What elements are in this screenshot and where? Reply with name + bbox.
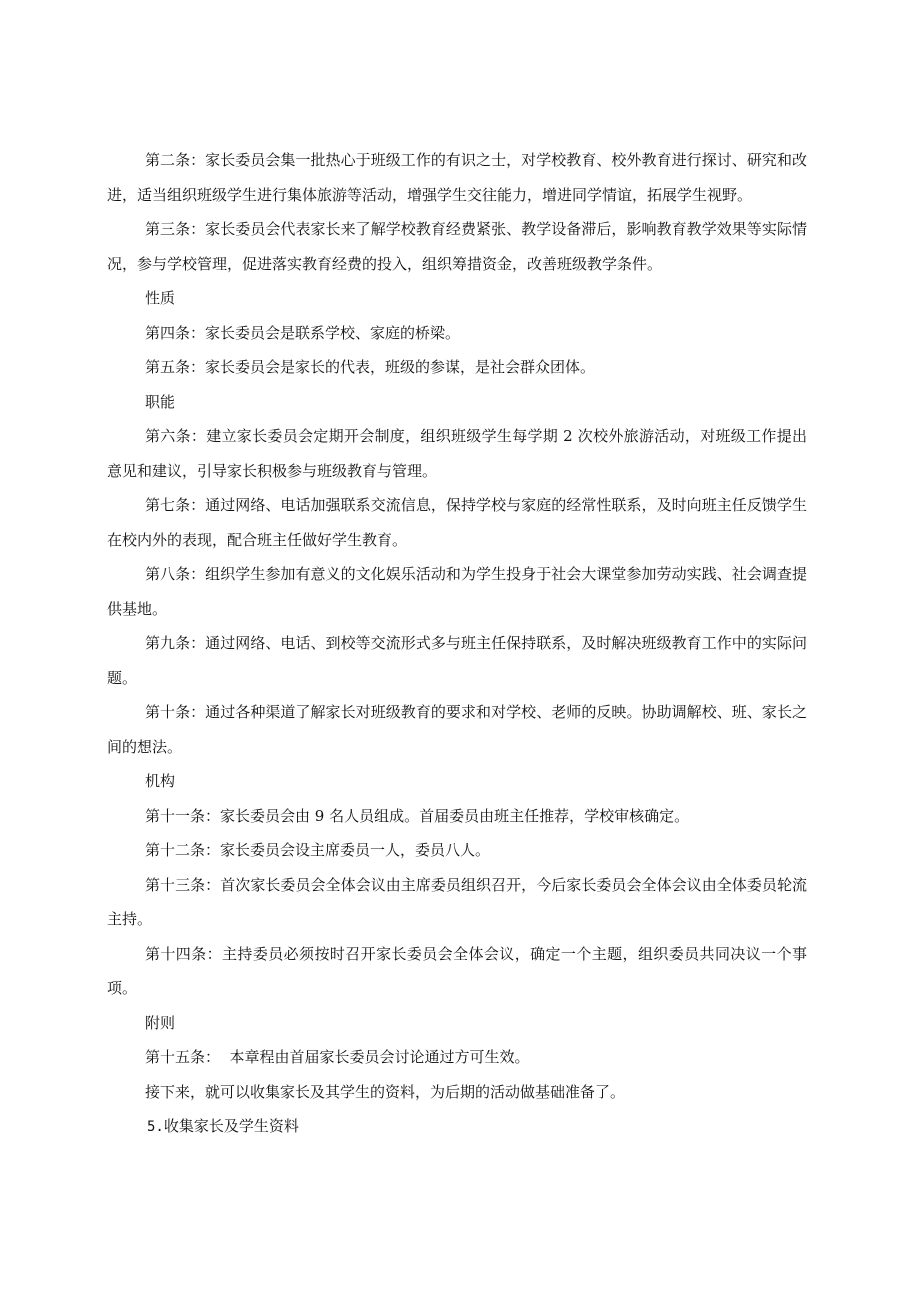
article-13: 第十三条：首次家长委员会全体会议由主席委员组织召开，今后家长委员会全体会议由全体委员轮流主持。 (107, 875, 807, 928)
article-3: 第三条：家长委员会代表家长来了解学校教育经费紧张、教学设备滞后，影响教育教学效果等实际情况，参与学校管理，促进落实教育经费的投入，组织筹措资金，改善班级教学条件。 (107, 220, 807, 273)
article-11: 第十一条：家长委员会由 9 名人员组成。首届委员由班主任推荐，学校审核确定。 (145, 806, 690, 825)
section-5-number: 5. (147, 1119, 164, 1135)
article-14: 第十四条：主持委员必须按时召开家长委员会全体会议，确定一个主题，组织委员共同决议一个事项。 (107, 944, 807, 997)
article-6: 第六条：建立家长委员会定期开会制度，组织班级学生每学期 2 次校外旅游活动，对班级工作提出意见和建议，引导家长积极参与班级教育与管理。 (107, 427, 807, 480)
section-5-heading (107, 1109, 807, 1145)
article-8: 第八条：组织学生参加有意义的文化娱乐活动和为学生投身于社会大课堂参加劳动实践、社会调查提供基地。 (107, 565, 807, 618)
next-step-paragraph: 接下来，就可以收集家长及其学生的资料，为后期的活动做基础准备了。 (145, 1082, 626, 1101)
article-12: 第十二条：家长委员会设主席委员一人，委员八人。 (145, 841, 491, 859)
document-body (107, 143, 807, 1145)
article-7: 第七条：通过网络、电话加强联系交流信息，保持学校与家庭的经常性联系，及时向班主任反馈学生在校内外的表现，配合班主任做好学生教育。 (107, 496, 807, 549)
heading-supplementary: 附则 (145, 1013, 176, 1032)
article-10: 第十条：通过各种渠道了解家长对班级教育的要求和对学校、老师的反映。协助调解校、班、家长之间的想法。 (107, 703, 807, 756)
article-4: 第四条：家长委员会是联系学校、家庭的桥梁。 (145, 323, 461, 342)
heading-nature: 性质 (145, 289, 176, 307)
article-5: 第五条：家长委员会是家长的代表，班级的参谋，是社会群众团体。 (145, 358, 596, 376)
section-5-title: 收集家长及学生资料 (163, 1117, 299, 1135)
heading-function: 职能 (145, 392, 176, 411)
article-9: 第九条：通过网络、电话、到校等交流形式多与班主任保持联系，及时解决班级教育工作中的实际问题。 (107, 634, 807, 687)
article-15: 第十五条： 本章程由首届家长委员会讨论通过方可生效。 (145, 1048, 530, 1066)
article-2: 第二条：家长委员会集一批热心于班级工作的有识之士，对学校教育、校外教育进行探讨、研究和改进，适当组织班级学生进行集体旅游等活动，增强学生交往能力，增进同学情谊，拓展学生视野。 (107, 151, 807, 204)
heading-organization: 机构 (145, 772, 176, 790)
